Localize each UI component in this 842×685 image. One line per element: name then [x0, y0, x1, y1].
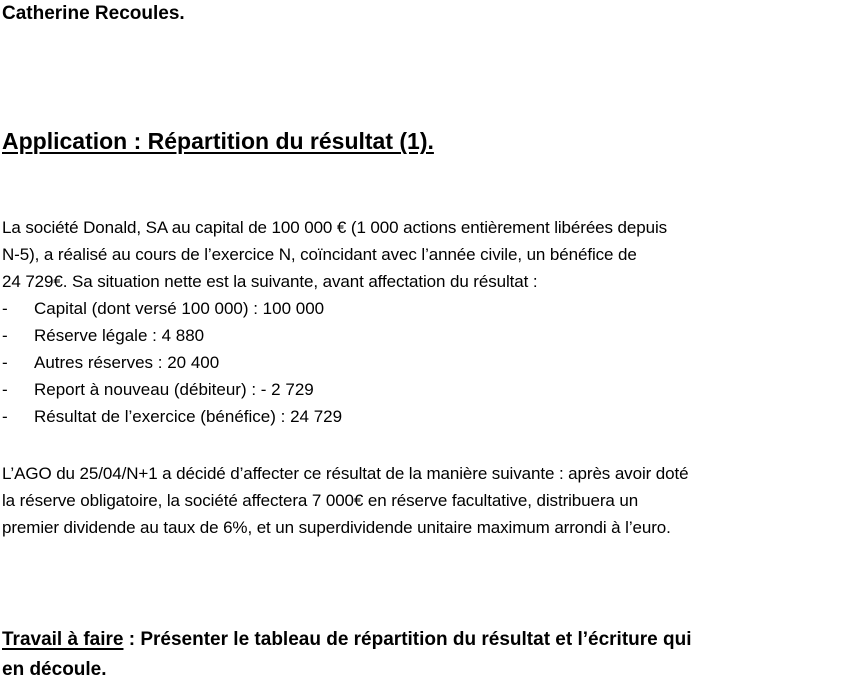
author-name: Catherine Recoules. — [2, 3, 185, 24]
list-dash: - — [2, 380, 8, 399]
ago-line: premier dividende au taux de 6%, et un superdividende unitaire maximum arrondi à l’euro. — [2, 518, 671, 537]
task-line — [2, 625, 692, 655]
list-item — [2, 295, 342, 322]
task-label: Travail à faire — [2, 629, 124, 650]
list-item — [2, 322, 342, 349]
list-item-text: Report à nouveau (débiteur) : - 2 729 — [34, 380, 314, 399]
exercise-title: Application : Répartition du résultat (1). — [2, 128, 434, 154]
list-item-text: Autres réserves : 20 400 — [34, 353, 220, 372]
list-dash: - — [2, 299, 8, 318]
list-item-text: Résultat de l’exercice (bénéfice) : 24 729 — [34, 407, 343, 426]
list-dash: - — [2, 407, 8, 426]
list-item — [2, 349, 342, 376]
list-dash: - — [2, 326, 8, 345]
task-instructions — [2, 625, 692, 685]
intro-paragraph — [2, 214, 667, 295]
task-line-2: en découle. — [2, 659, 107, 680]
task-text: : Présenter le tableau de répartition du résultat et l’écriture qui — [123, 629, 692, 650]
net-position-list — [2, 295, 342, 430]
list-item-text: Capital (dont versé 100 000) : 100 000 — [34, 299, 325, 318]
ago-line: la réserve obligatoire, la société affectera 7 000€ en réserve facultative, distribuera un — [2, 491, 639, 510]
list-item — [2, 403, 342, 430]
list-dash: - — [2, 353, 8, 372]
intro-line: 24 729€. Sa situation nette est la suivante, avant affectation du résultat : — [2, 272, 538, 291]
intro-line: La société Donald, SA au capital de 100 000 € (1 000 actions entièrement libérées depuis — [2, 218, 668, 237]
ago-line: L’AGO du 25/04/N+1 a décidé d’affecter ce résultat de la manière suivante : après avoir doté — [2, 464, 689, 483]
ago-decision-paragraph — [2, 460, 689, 541]
list-item — [2, 376, 342, 403]
list-item-text: Réserve légale : 4 880 — [34, 326, 205, 345]
intro-line: N-5), a réalisé au cours de l’exercice N, coïncidant avec l’année civile, un bénéfice de — [2, 245, 637, 264]
